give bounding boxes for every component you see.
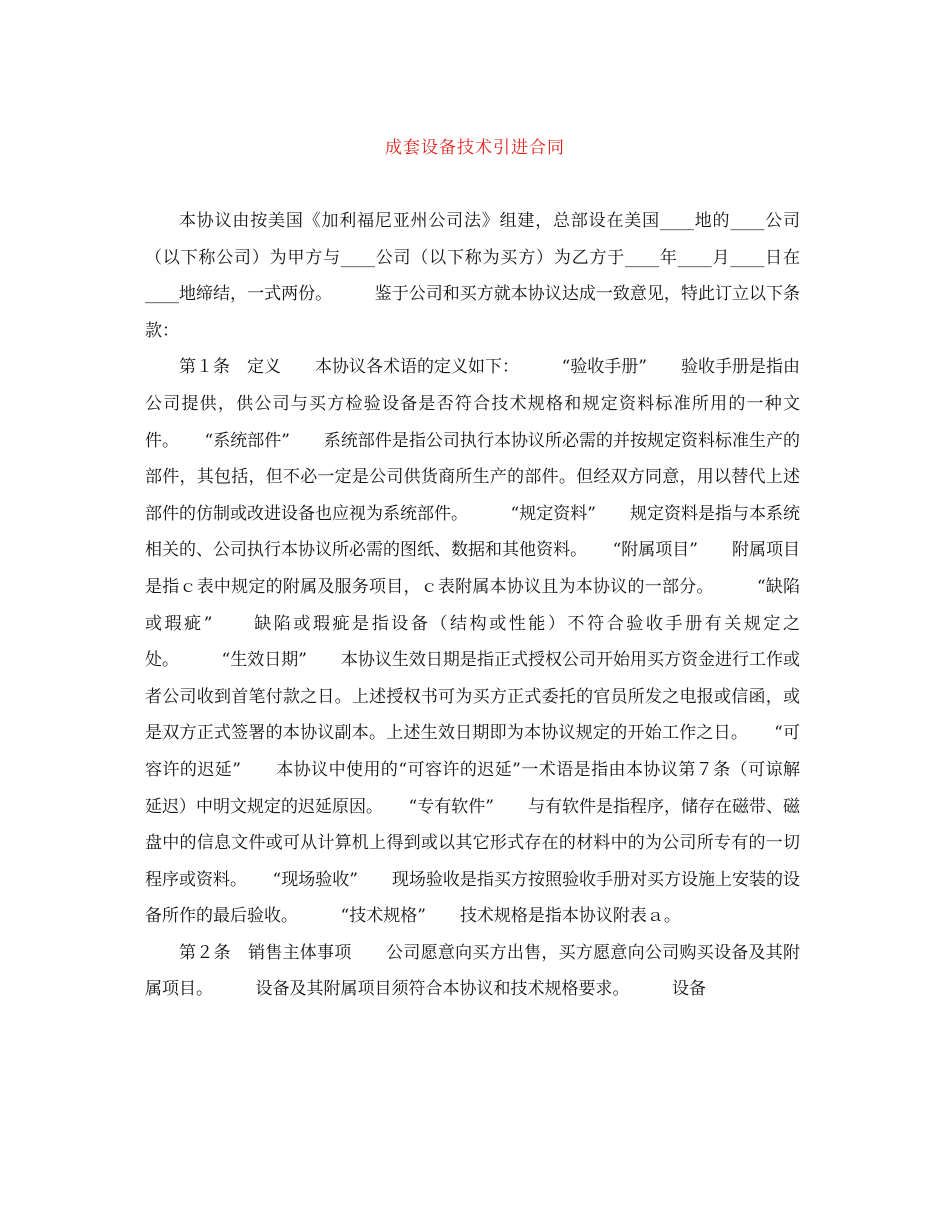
paragraph-article-2-subject-matter: 第２条 销售主体事项 公司愿意向买方出售，买方愿意向公司购买设备及其附属项目。 设备及其附属项目须符合本协议和技术规格要求。 设备 bbox=[145, 942, 800, 1000]
document-title: 成套设备技术引进合同 bbox=[385, 138, 565, 158]
paragraph-preamble: 本协议由按美国《加利福尼亚州公司法》组建，总部设在美国____地的____公司（以下称公司）为甲方与____公司（以下称为买方）为乙方于____年____月____日在____地缔结，一式两份。 鉴于公司和买方就本协议达成一致意见，特此订立以下条款： bbox=[145, 211, 800, 341]
paragraph-article-1-definitions: 第１条 定义 本协议各术语的定义如下： “验收手册” 验收手册是指由公司提供，供公司与买方检验设备是否符合技术规格和规定资料标准所用的一种文件。 “系统部件” 系统部件是指公司执行本协议所必需的并按规定资料标准生产的部件，其包括，但不必一定是公司供货商所生产的部件。但经双方同意，用以替代上述部件的仿制或改进设备也应视为系统部件。 “规定资料” 规定资料是指与本系统相关的、公司执行本协议所必需的图纸、数据和其他资料。 “附属项目” 附属项目是指ｃ表中规定的附属及服务项目，ｃ表附属本协议且为本协议的一部分。 “缺陷或瑕疵” 缺陷或瑕疵是指设备（结构或性能）不符合验收手册有关规定之处。 “生效日期” 本协议生效日期是指正式授权公司开始用买方资金进行工作或者公司收到首笔付款之日。上述授权书可为买方正式委托的官员所发之电报或信函，或是双方正式签署的本协议副本。上述生效日期即为本协议规定的开始工作之日。 “可容许的迟延” 本协议中使用的“可容许的迟延”一术语是指由本协议第７条（可谅解延迟）中明文规定的迟延原因。 “专有软件” 与有软件是指程序，储存在磁带、磁盘中的信息文件或可从计算机上得到或以其它形式存在的材料中的为公司所专有的一切程序或资料。 “现场验收” 现场验收是指买方按照验收手册对买方设施上安装的设备所作的最后验收。 “技术规格” 技术规格是指本协议附表ａ。 bbox=[145, 357, 800, 927]
document-body bbox=[145, 203, 800, 1008]
